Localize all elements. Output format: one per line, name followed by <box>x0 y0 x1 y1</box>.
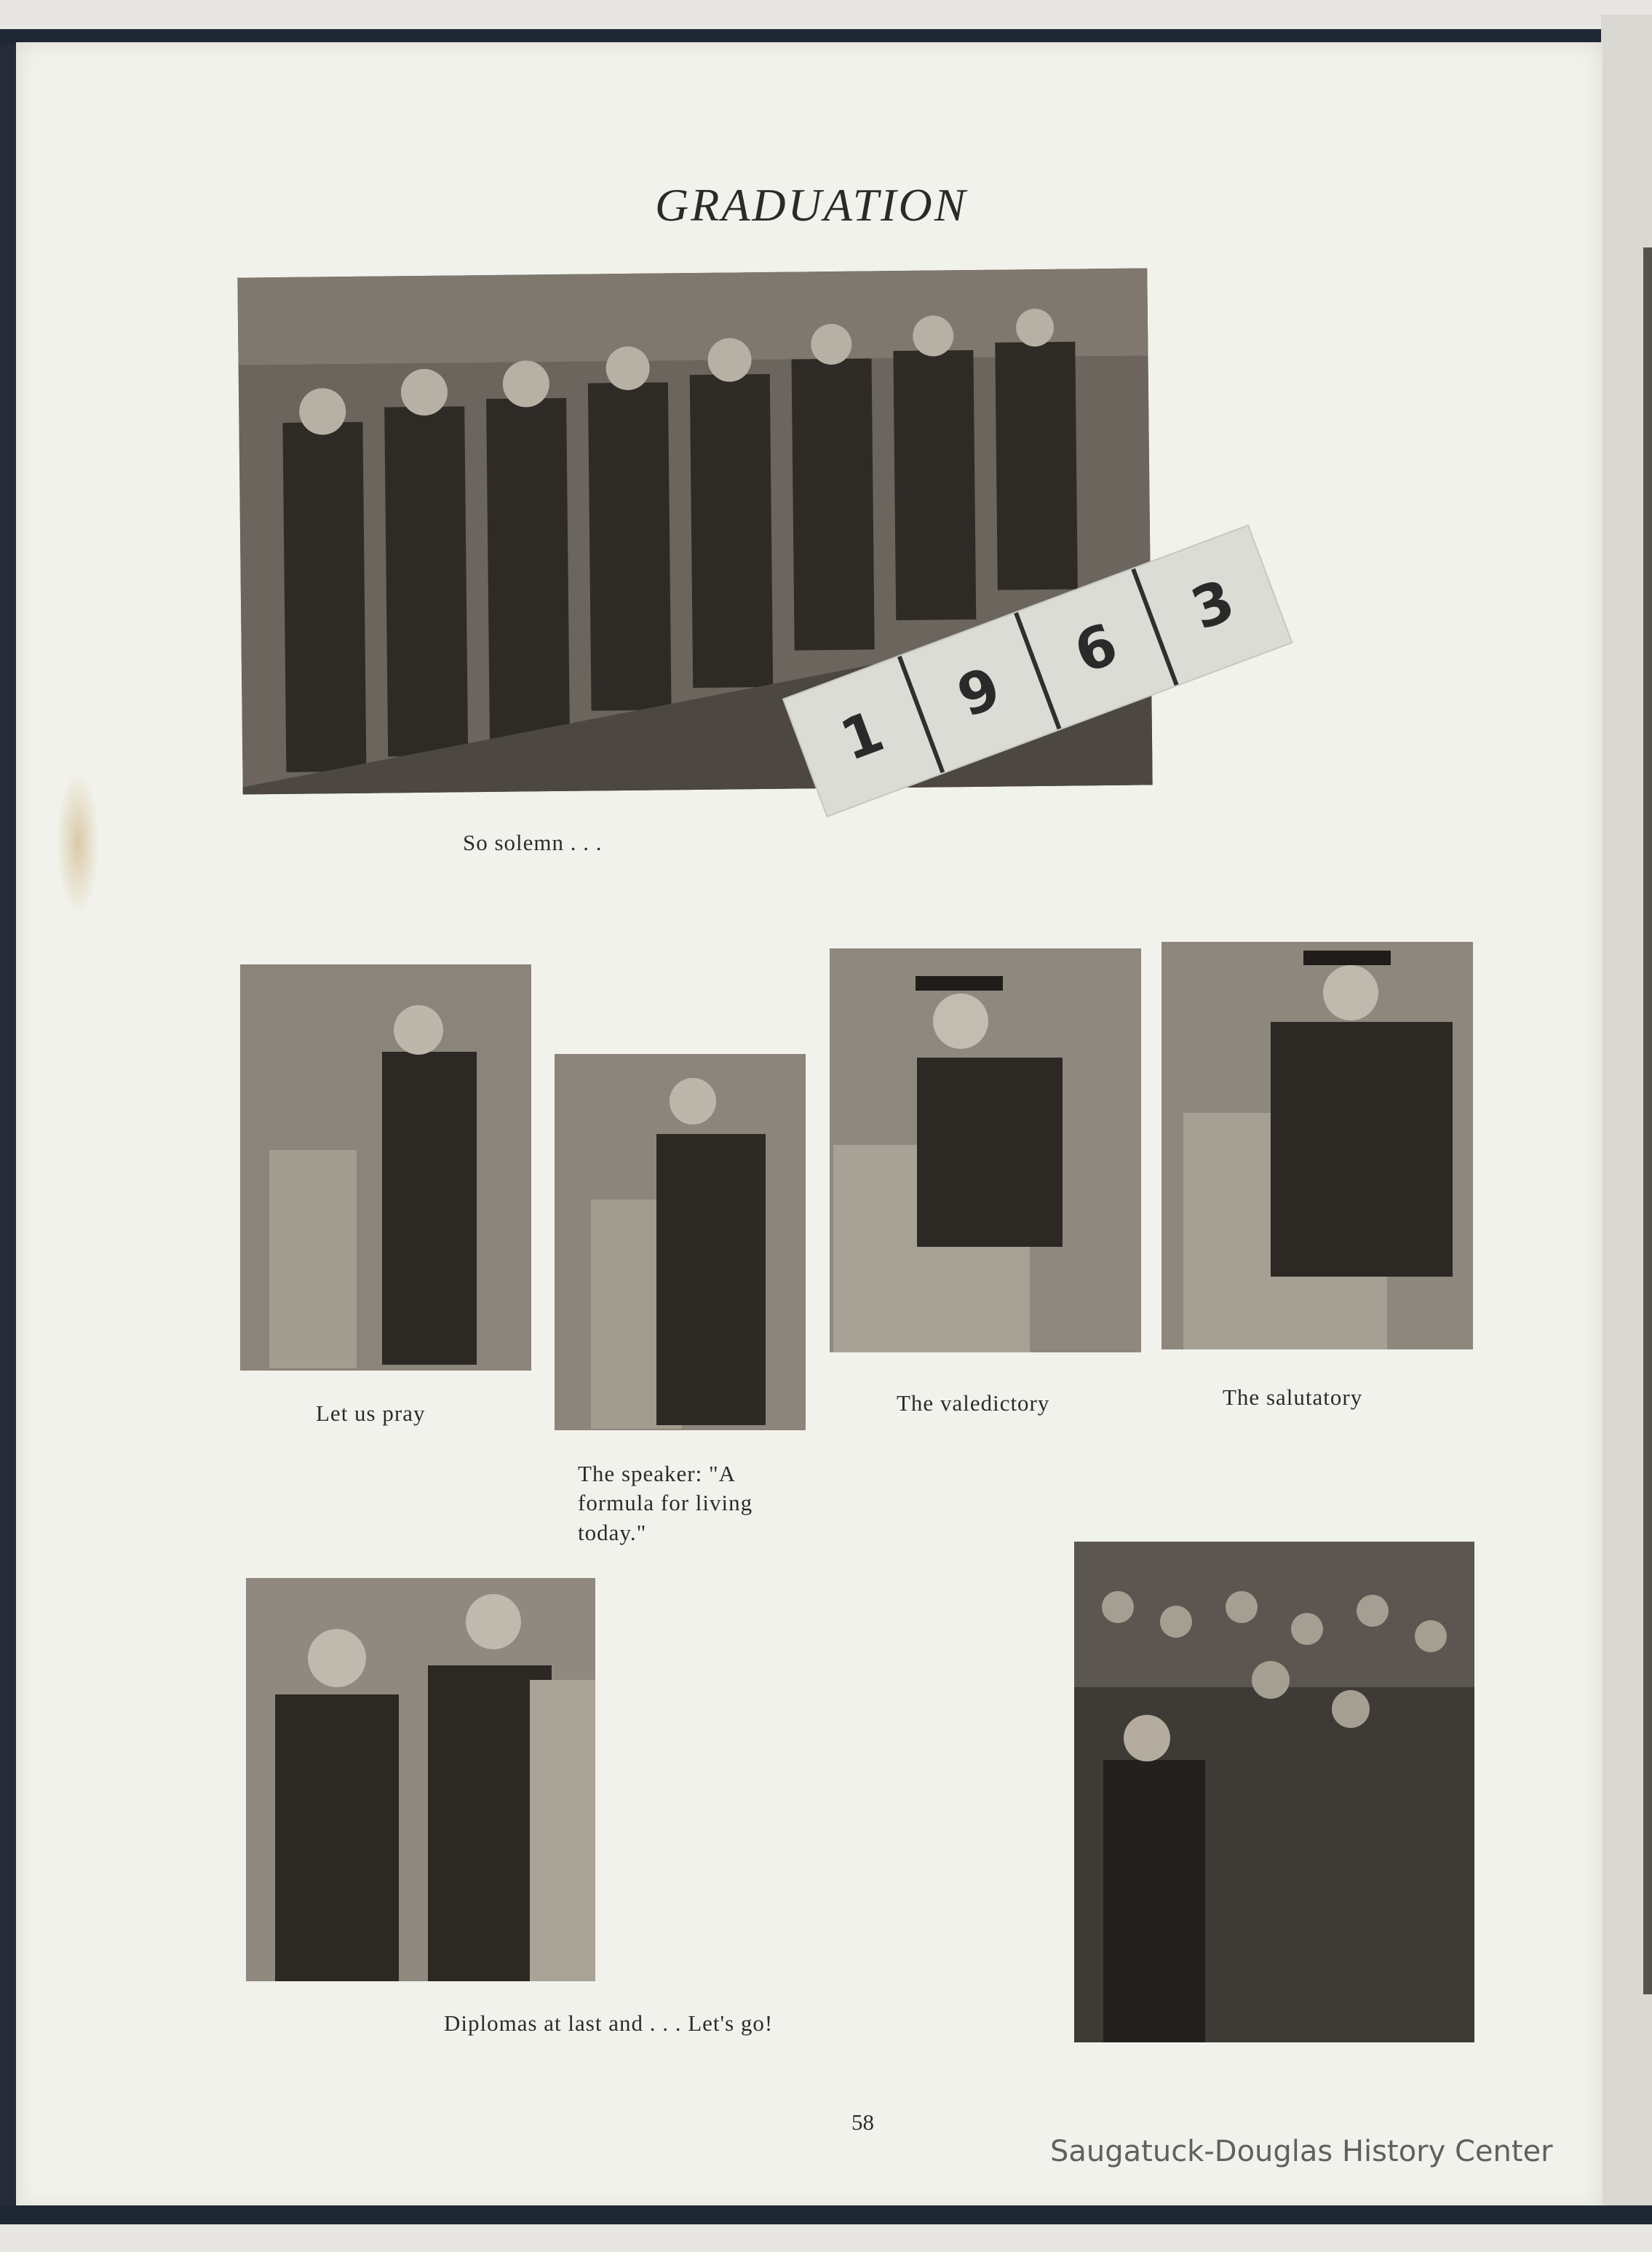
history-center-watermark: Saugatuck-Douglas History Center <box>1050 2135 1553 2168</box>
year-digit: 1 <box>785 656 945 815</box>
photo-prayer <box>240 964 531 1371</box>
photo-speaker <box>555 1054 806 1430</box>
page-number: 58 <box>851 2109 874 2135</box>
caption-speaker: The speaker: "A formula for living today." <box>578 1461 753 1545</box>
year-digit: 3 <box>1183 567 1243 643</box>
photo-diplomas <box>246 1578 595 1981</box>
page-title: GRADUATION <box>655 179 968 231</box>
caption-diplomas: Diplomas at last and . . . Let's go! <box>444 2010 774 2036</box>
photo-recessional <box>1074 1542 1474 2042</box>
photo-salutatory <box>1161 942 1473 1349</box>
water-stain <box>56 770 100 916</box>
caption-class-standing: So solemn . . . <box>463 830 603 855</box>
year-digit: 6 <box>1018 568 1178 728</box>
book-binding-left <box>0 44 17 2220</box>
caption-prayer: Let us pray <box>316 1400 426 1426</box>
caption-salutatory: The salutatory <box>1223 1384 1363 1410</box>
book-binding-bottom <box>0 2205 1652 2224</box>
book-cover-edge <box>1643 247 1652 1994</box>
year-digit: 9 <box>901 612 1061 772</box>
caption-valedictory: The valedictory <box>897 1390 1050 1416</box>
photo-valedictory <box>830 948 1141 1352</box>
